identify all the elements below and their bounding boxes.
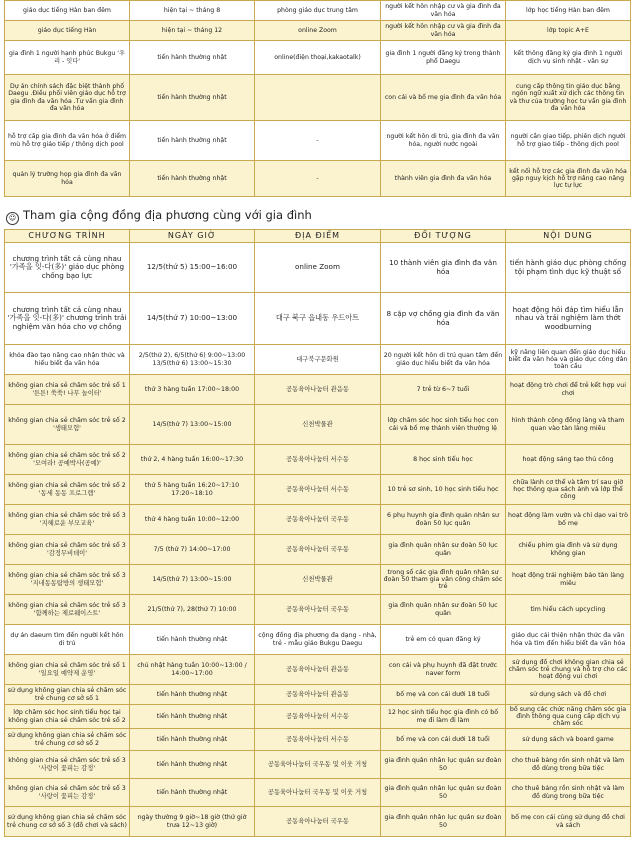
cell-target: 8 học sinh tiểu học	[381, 445, 506, 475]
table-row	[5, 375, 631, 405]
cell-program: không gian chia sẻ chăm sóc trẻ số 2 '모여라! 공예박사(공예)'	[5, 445, 130, 475]
cell-datetime: tiến hành thường nhật	[130, 779, 255, 807]
cell-program: sử dụng không gian chia sẻ chăm sóc trẻ chung cơ sở số 1	[5, 685, 130, 705]
cell-datetime: tiến hành thường nhật	[130, 75, 255, 121]
cell-content: hoạt động trải nghiệm bảo tàn làng miêu	[506, 565, 631, 595]
cell-datetime: hiện tại ~ tháng 12	[130, 21, 255, 41]
cell-program: giáo dục tiếng Hàn	[5, 21, 130, 41]
table-row	[5, 685, 631, 705]
cell-program: khóa đào tạo năng cao nhận thức và hiểu biết đa văn hóa	[5, 345, 130, 375]
cell-target: 7 trẻ từ 6~7 tuổi	[381, 375, 506, 405]
section-title-text: Tham gia cộng đồng địa phương cùng với gia đình	[23, 208, 312, 222]
cell-location: 공동육아나눔터 관음동	[255, 375, 381, 405]
cell-content: hoạt động hỏi đáp tìm hiểu lẫn nhau và trải nghiệm làm thớt woodburning	[506, 293, 631, 345]
cell-program: gia đình 1 người hạnh phúc Bukgu '우리 - 잇다'	[5, 41, 130, 75]
cell-target: bố mẹ và con cái dưới 18 tuổi	[381, 729, 506, 751]
cell-content: cho thuê bảng rồn sinh nhật và làm đồ dùng trong bữa tiệc	[506, 751, 631, 779]
cell-program: không gian chia sẻ chăm sóc trẻ số 3 '함께하는 제로웨이스트'	[5, 595, 130, 625]
table-row	[5, 75, 631, 121]
table-row	[5, 535, 631, 565]
table-header-row	[5, 230, 631, 243]
header-program: CHƯƠNG TRÌNH	[5, 230, 130, 243]
cell-target: 6 phụ huynh gia đình quản nhân sư đoàn 50 lục quân	[381, 505, 506, 535]
cell-datetime: 2/5(thứ 2), 6/5(thứ 6) 9:00~13:00 13/5(thứ 6) 13:00~15:30	[130, 345, 255, 375]
table-row	[5, 505, 631, 535]
cell-datetime: thứ 4 hàng tuần 10:00~12:00	[130, 505, 255, 535]
cell-program: chương trình tất cả cùng nhau '가족을 잇-다(多)' giáo dục phòng chống bạo lực	[5, 243, 130, 293]
community-program-table	[4, 229, 631, 837]
cell-location: 공동육아나눔터 관음동	[255, 685, 381, 705]
cell-program: lớp chăm sóc học sinh tiểu học tại không gian chia sẻ chăm sóc trẻ số 2	[5, 705, 130, 729]
cell-content: hoạt động sáng tạo thủ công	[506, 445, 631, 475]
table-row	[5, 565, 631, 595]
cell-location: 공동육아나눔터 국우동	[255, 807, 381, 837]
cell-program: hỗ trợ cấp gia đình đa văn hóa ở điểm mù hỗ trợ giáo tiếp / thông dịch pool	[5, 121, 130, 161]
cell-program: không gian chia sẻ chăm sóc trẻ số 2 '생태모험'	[5, 405, 130, 445]
cell-datetime: hiện tại ~ tháng 8	[130, 1, 255, 21]
cell-program: không gian chia sẻ chăm sóc trẻ số 3 '지네동동탐방의 생태모험'	[5, 565, 130, 595]
cell-content: người cần giao tiếp, phiên dịch người hỗ trợ giao tiếp - thông dịch pool	[506, 121, 631, 161]
cell-content: tìm hiểu cách upcycling	[506, 595, 631, 625]
table-row	[5, 655, 631, 685]
cell-program: không gian chia sẻ chăm sóc trẻ số 3 '사랑이 꽃피는 감정'	[5, 751, 130, 779]
cell-content: kết nối hỗ trợ các gia đình đa văn hóa gặp nguy kịch hỗ trợ nâng cao năng lực tự lực	[506, 161, 631, 197]
cell-location: 공동육아나눔터 서수동	[255, 705, 381, 729]
cell-location	[255, 75, 381, 121]
table-row	[5, 595, 631, 625]
cell-target: 20 người kết hôn di trú quan tâm đến giáo dục hiểu biết đa văn hóa	[381, 345, 506, 375]
cell-datetime: 14/5(thứ 7) 13:00~15:00	[130, 405, 255, 445]
cell-location: 공동육아나눔터 관음동	[255, 655, 381, 685]
cell-target: gia đình quân nhân lục quân sư đoàn 50	[381, 751, 506, 779]
cell-datetime: 21/5(thứ 7), 28(thứ 7) 10:00	[130, 595, 255, 625]
cell-program: không gian chia sẻ chăm sóc trẻ số 3 '사랑이 꽃피는 감정'	[5, 779, 130, 807]
table-row	[5, 21, 631, 41]
cell-location: 공동육아나눔터 국우동	[255, 595, 381, 625]
cell-datetime: 12/5(thứ 5) 15:00~16:00	[130, 243, 255, 293]
cell-location: -	[255, 161, 381, 197]
cell-target: 12 học sinh tiểu học gia đình có bố mẹ đi làm đi làm	[381, 705, 506, 729]
cell-location: 공동육아나눔터 국우동	[255, 535, 381, 565]
header-target: ĐỐI TƯỢNG	[381, 230, 506, 243]
cell-content: hoạt động trò chơi để trẻ kết hợp vui chơi	[506, 375, 631, 405]
cell-datetime: tiến hành thường nhật	[130, 685, 255, 705]
cell-target: bố mẹ và con cái dưới 18 tuổi	[381, 685, 506, 705]
cell-datetime: thứ 5 hàng tuần 16:20~17:10 17:20~18:10	[130, 475, 255, 505]
table-row	[5, 705, 631, 729]
cell-location: 대구북구문화원	[255, 345, 381, 375]
cell-target: người kết hôn nhập cư và gia đình đa văn hóa	[381, 1, 506, 21]
cell-program: không gian chia sẻ chăm sóc trẻ số 3 '감정무비데이'	[5, 535, 130, 565]
header-content: NỘI DUNG	[506, 230, 631, 243]
cell-datetime: tiến hành thường nhật	[130, 41, 255, 75]
table-row	[5, 807, 631, 837]
cell-content: kỹ năng liên quan đến giáo dục hiểu biết đa văn hóa và giáo dục công dân toàn cầu	[506, 345, 631, 375]
cell-content: bố mẹ con cái cùng sử dụng đồ chơi và sách	[506, 807, 631, 837]
cell-content: sử dụng đồ chơi không gian chia sẻ chăm sóc trẻ chung và hỗ trợ cho các hoạt động vui chơi	[506, 655, 631, 685]
cell-datetime: thứ 2, 4 hàng tuần 16:00~17:30	[130, 445, 255, 475]
cell-program: không gian chia sẻ chăm sóc trẻ số 1 '튼튼! 쑥쑥! 나무 놀이터'	[5, 375, 130, 405]
cell-content: giáo dục cải thiện nhận thức đa văn hóa và tìm đến hiểu biết đa văn hóa	[506, 625, 631, 655]
cell-content: cho thuê bảng rồn sinh nhật và làm đồ dùng trong bữa tiệc	[506, 779, 631, 807]
table-row	[5, 405, 631, 445]
cell-content: tiến hành giáo dục phòng chống tội phạm tình dục kỹ thuật số	[506, 243, 631, 293]
cell-location: 공동육아나눔터 국우동 및 이웃 거청	[255, 751, 381, 779]
cell-target: 8 cặp vợ chồng gia đình đa văn hóa	[381, 293, 506, 345]
cell-location: online Zoom	[255, 243, 381, 293]
cell-target: người kết hôn nhập cư và gia đình đa văn hóa	[381, 21, 506, 41]
cell-content: hoạt động làm vườn và chỉ dạo vai trò bố mẹ	[506, 505, 631, 535]
table-row	[5, 779, 631, 807]
table-row	[5, 1, 631, 21]
circle-smile-icon: ☺	[6, 212, 19, 225]
cell-location: 신천박물관	[255, 405, 381, 445]
cell-program: dự án daeum tìm đến người kết hôn di trú	[5, 625, 130, 655]
cell-location: cộng đồng địa phương đa dạng - nhà, trẻ - mẫu giáo Bukgu Daegu	[255, 625, 381, 655]
cell-location: -	[255, 121, 381, 161]
cell-content: sử dụng sách và đồ chơi	[506, 685, 631, 705]
cell-target: con cái và bố mẹ gia đình đa văn hóa	[381, 75, 506, 121]
cell-content: hình thành cộng đồng làng và tham quan vào tàn làng miêu	[506, 405, 631, 445]
cell-datetime: thứ 3 hàng tuần 17:00~18:00	[130, 375, 255, 405]
cell-location: 공동육아나눔터 서수동	[255, 475, 381, 505]
cell-target: con cái và phụ huynh đã đặt trước naver form	[381, 655, 506, 685]
program-table-continued	[4, 0, 631, 197]
cell-program: giáo dục tiếng Hàn ban đêm	[5, 1, 130, 21]
table-row	[5, 445, 631, 475]
cell-datetime: 14/5(thứ 7) 10:00~13:00	[130, 293, 255, 345]
cell-target: trẻ em có quan đăng ký	[381, 625, 506, 655]
cell-program: sử dụng không gian chia sẻ chăm sóc trẻ chung cơ sở số 3 (đồ chơi và sách)	[5, 807, 130, 837]
cell-content: kết thông đăng ký gia đình 1 người dịch vụ sinh nhật - văn sự	[506, 41, 631, 75]
cell-target: 10 thành viên gia đình đa văn hóa	[381, 243, 506, 293]
table-row	[5, 475, 631, 505]
cell-datetime: tiến hành thường nhật	[130, 729, 255, 751]
cell-program: không gian chia sẻ chăm sóc trẻ số 3 '지혜로운 부모교육'	[5, 505, 130, 535]
cell-datetime: chủ nhật hàng tuần 10:00~13:00 / 14:00~17:00	[130, 655, 255, 685]
section-heading	[6, 208, 634, 225]
cell-location: 공동육아나눔터 서수동	[255, 445, 381, 475]
cell-target: gia đình 1 người đăng ký trong thành phố Daegu	[381, 41, 506, 75]
cell-datetime: tiến hành thường nhật	[130, 121, 255, 161]
header-location: ĐỊA ĐIỂM	[255, 230, 381, 243]
table-row	[5, 729, 631, 751]
cell-target: người kết hôn di trú, gia đình đa văn hóa, người nước ngoài	[381, 121, 506, 161]
cell-location: 공동육아나눔터 서수동	[255, 729, 381, 751]
cell-location: 공동육아나눔터 국우동 및 이웃 거청	[255, 779, 381, 807]
cell-target: trong số các gia đình quân nhân sư đoàn 50 tham gia vân công chăm sóc trẻ	[381, 565, 506, 595]
header-datetime: NGÀY GIỜ	[130, 230, 255, 243]
cell-content: chiếu phim gia đình và sử dụng không gian	[506, 535, 631, 565]
cell-datetime: tiến hành thường nhật	[130, 625, 255, 655]
cell-location: 신천박물관	[255, 565, 381, 595]
cell-content: lớp học tiếng Hàn ban đêm	[506, 1, 631, 21]
cell-target: gia đình quân nhân sư đoàn 50 lục quân	[381, 595, 506, 625]
cell-program: không gian chia sẻ chăm sóc trẻ số 2 '동세 동동 프로그램'	[5, 475, 130, 505]
cell-location: phòng giáo dục trung tâm	[255, 1, 381, 21]
cell-target: gia đình quân nhân lục quân sư đoàn 50	[381, 779, 506, 807]
cell-datetime: tiến hành thường nhật	[130, 161, 255, 197]
cell-content: lớp topic A+E	[506, 21, 631, 41]
cell-content: sử dụng sách và board game	[506, 729, 631, 751]
cell-datetime: tiến hành thường nhật	[130, 751, 255, 779]
cell-datetime: tiến hành thường nhật	[130, 705, 255, 729]
cell-target: 10 trẻ sơ sinh, 10 học sinh tiểu học	[381, 475, 506, 505]
table-row	[5, 293, 631, 345]
cell-content: cung cấp thông tin giáo dục bằng ngôn ngữ xuất xứ dịch các thông tin và thư của trường học tư vấn gia đình đa văn hóa	[506, 75, 631, 121]
table-row	[5, 345, 631, 375]
cell-content: chữa lành cơ thể và tâm trí sau giờ học thông qua sách ảnh và lớp thể công	[506, 475, 631, 505]
cell-location: 공동육아나눔터 국우동	[255, 505, 381, 535]
table-row	[5, 243, 631, 293]
cell-target: thành viên gia đình đa văn hóa	[381, 161, 506, 197]
table-row	[5, 121, 631, 161]
table-row	[5, 625, 631, 655]
cell-program: chương trình tất cả cùng nhau '가족을 잇-다(多)' chương trình trải nghiệm văn hóa cho vợ chồng	[5, 293, 130, 345]
cell-target: gia đình quân nhân lục quân sư đoàn 50	[381, 807, 506, 837]
cell-datetime: 14/5(thứ 7) 13:00~15:00	[130, 565, 255, 595]
cell-target: gia đình quân nhân sư đoàn 50 lục quân	[381, 535, 506, 565]
cell-datetime: 7/5 (thứ 7) 14:00~17:00	[130, 535, 255, 565]
cell-location: online(điện thoại,kakaotalk)	[255, 41, 381, 75]
cell-location: online Zoom	[255, 21, 381, 41]
table-row	[5, 751, 631, 779]
table-row	[5, 41, 631, 75]
cell-target: lớp chăm sóc học sinh tiểu học con cái và bố mẹ thành viên thường lệ	[381, 405, 506, 445]
cell-content: bố sung các chức năng chăm sóc gia đình thông qua cung cấp dịch vụ chăm sóc	[506, 705, 631, 729]
cell-program: quản lý trường họp gia đình đa văn hóa	[5, 161, 130, 197]
table-row	[5, 161, 631, 197]
cell-location: 대구 북구 읍내동 우드아트	[255, 293, 381, 345]
cell-datetime: ngày thường 9 giờ~18 giờ (thứ giờ trưa 12~13 giờ)	[130, 807, 255, 837]
cell-program: không gian chia sẻ chăm sóc trẻ số 1 '일요일 예약제 운영'	[5, 655, 130, 685]
cell-program: sử dụng không gian chia sẻ chăm sóc trẻ chung cơ sở số 2	[5, 729, 130, 751]
cell-program: Dự án chính sách đặc biệt thành phố Daegu .Điều phối viên giáo dục hỗ trợ gia đình đa văn hóa .Tư vấn gia đình đa văn hóa	[5, 75, 130, 121]
